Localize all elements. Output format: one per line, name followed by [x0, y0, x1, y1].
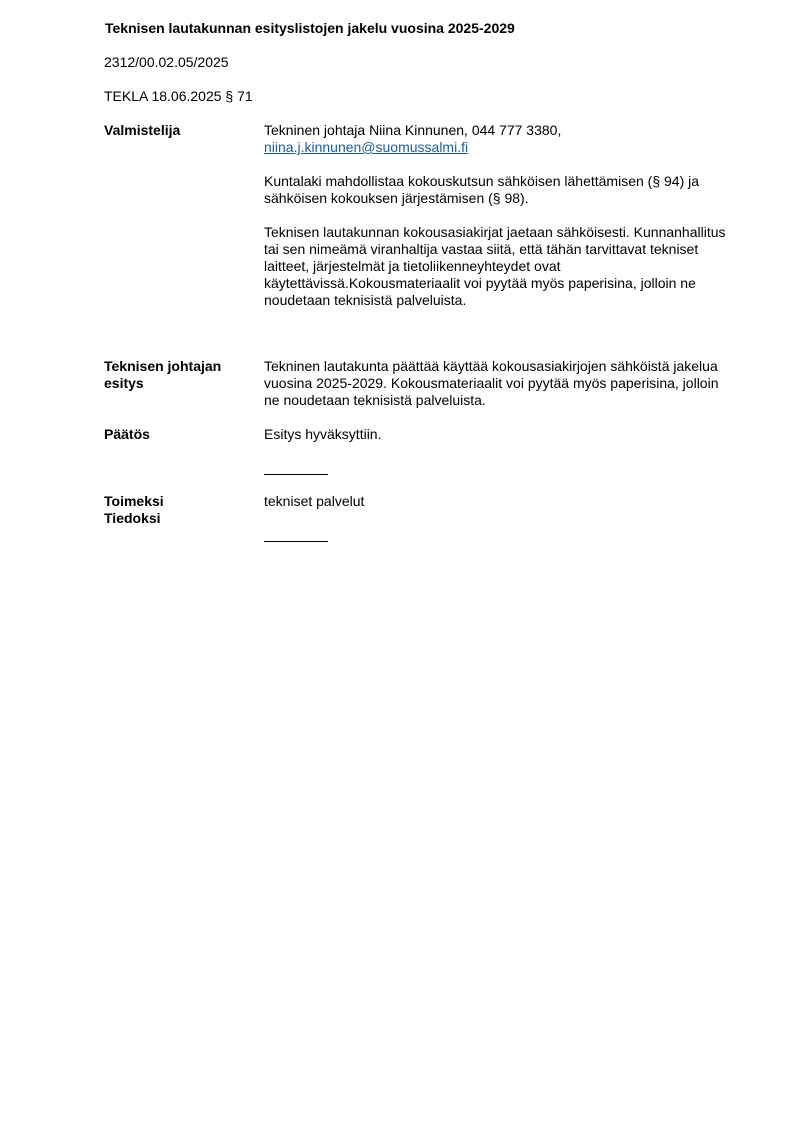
decision-text: Esitys hyväksyttiin. [264, 426, 382, 442]
preparer-label: Valmistelija [104, 122, 181, 138]
distribution-divider [264, 541, 328, 542]
record-number: 2312/00.02.05/2025 [104, 54, 229, 70]
proposal-label [104, 358, 254, 392]
preparer-email-link[interactable]: niina.j.kinnunen@suomussalmi.fi [264, 139, 469, 155]
preparer-line: Tekninen johtaja Niina Kinnunen, 044 777 3380, [264, 122, 562, 138]
preparer-paragraph-distribution: Teknisen lautakunnan kokousasiakirjat jaetaan sähköisesti. Kunnanhallitus tai sen nimeämä viranhaltija vastaa siitä, että tähän tarvittavat tekniset laitteet, järjestelmät ja tietoliikenneyhteydet ovat käytettävissä.Kokousmateriaalit voi pyytää myös paperisina, jolloin ne noudetaan teknisistä palveluista. [264, 224, 726, 308]
decision-label: Päätös [104, 426, 150, 442]
proposal-label-line1: Teknisen johtajan [104, 358, 222, 374]
distribution-label [104, 493, 254, 527]
page-title: Teknisen lautakunnan esityslistojen jakelu vuosina 2025-2029 [105, 20, 515, 36]
preparer-section [264, 122, 729, 309]
meeting-reference: TEKLA 18.06.2025 § 71 [104, 88, 253, 104]
proposal-label-line2: esitys [104, 375, 144, 391]
decision-divider [264, 474, 328, 475]
proposal-text: Tekninen lautakunta päättää käyttää kokousasiakirjojen sähköistä jakelua vuosina 2025-2029. Kokousmateriaalit voi pyytää myös paperisina, jolloin ne noudetaan teknisistä palveluista. [264, 358, 719, 408]
distribution-text: tekniset palvelut [264, 493, 365, 509]
distribution-label-line1: Toimeksi [104, 493, 164, 509]
preparer-paragraph-law: Kuntalaki mahdollistaa kokouskutsun sähköisen lähettämisen (§ 94) ja sähköisen kokouksen järjestämisen (§ 98). [264, 173, 700, 206]
distribution-label-line2: Tiedoksi [104, 510, 161, 526]
